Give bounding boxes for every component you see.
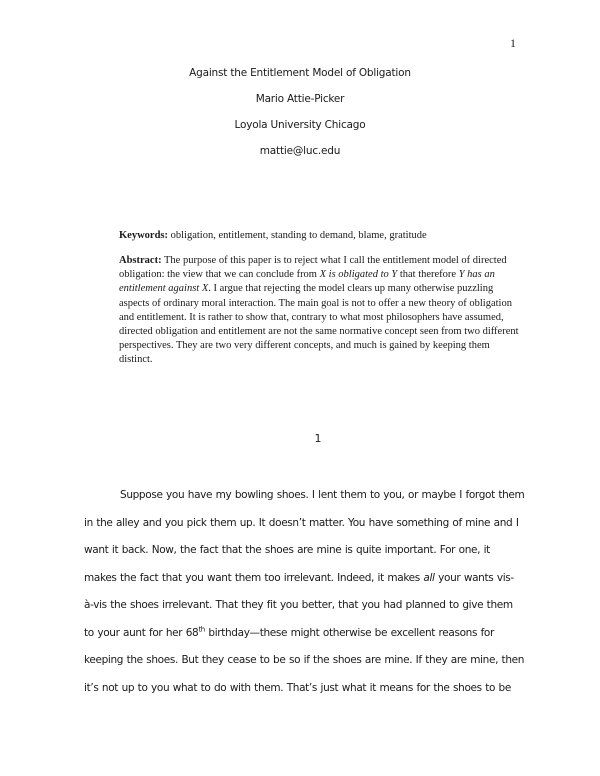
keywords-text: obligation, entitlement, standing to demand, blame, gratitude <box>170 230 427 241</box>
body-text <box>84 486 525 706</box>
keywords <box>119 229 519 243</box>
page-number: 1 <box>510 36 516 50</box>
abstract-text-3: . I argue that rejecting the model clears up many otherwise puzzling aspects of ordinary moral interaction. The main goal is not to offer a new theory of obligation and entitlement. It is rather to show that, contrary to what most philosophers have assumed, directed obligation and entitlement are not the same normative concept seen from two different perspectives. They are two very different concepts, and much is gained by keeping them distinct. <box>119 283 519 366</box>
author-name: Mario Attie-Picker <box>255 93 345 105</box>
title-block <box>0 60 600 164</box>
body-line-4 <box>84 569 519 597</box>
body-line-6a: to your aunt for her 68 <box>84 626 199 639</box>
author-email: mattie@luc.edu <box>259 145 341 157</box>
body-line-2: in the alley and you pick them up. It doesn’t matter. You have something of mine and I <box>84 516 519 529</box>
body-line-3: want it back. Now, the fact that the shoes are mine is quite important. For one, it <box>84 544 490 556</box>
body-line-6b: birthday—these might otherwise be excellent reasons for <box>208 626 494 639</box>
body-line-4b: your wants vis- <box>438 571 514 584</box>
abstract-italic-2: Y has an entitlement against X <box>119 269 495 295</box>
abstract-text-2: that therefore <box>399 269 457 281</box>
abstract <box>119 254 521 368</box>
section-number: 1 <box>314 432 322 445</box>
abstract-paragraph <box>119 254 521 368</box>
abstract-text-1: The purpose of this paper is to reject what I call the entitlement model of directed obligation: the view that we can conclude from <box>119 255 507 281</box>
abstract-italic-1: X is obligated to Y <box>319 269 398 281</box>
body-line-6-sup: th <box>198 625 205 633</box>
body-line-4a: makes the fact that you want them too irrelevant. Indeed, it makes <box>84 571 420 584</box>
body-line-7: keeping the shoes. But they cease to be so if the shoes are mine. If they are mine, then <box>84 654 525 666</box>
body-line-8: it’s not up to you what to do with them. That’s just what it means for the shoes to be <box>84 681 511 694</box>
body-line-5: à-vis the shoes irrelevant. That they fit you better, that you had planned to give them <box>84 599 513 611</box>
body-line-6 <box>84 624 519 652</box>
paper-title: Against the Entitlement Model of Obligation <box>189 67 411 79</box>
abstract-label: Abstract: <box>119 255 162 266</box>
body-line-1: Suppose you have my bowling shoes. I lent them to you, or maybe I forgot them <box>120 489 525 501</box>
body-line-4-italic: all <box>423 571 435 584</box>
affiliation: Loyola University Chicago <box>234 119 366 131</box>
keywords-label: Keywords: <box>119 230 168 241</box>
